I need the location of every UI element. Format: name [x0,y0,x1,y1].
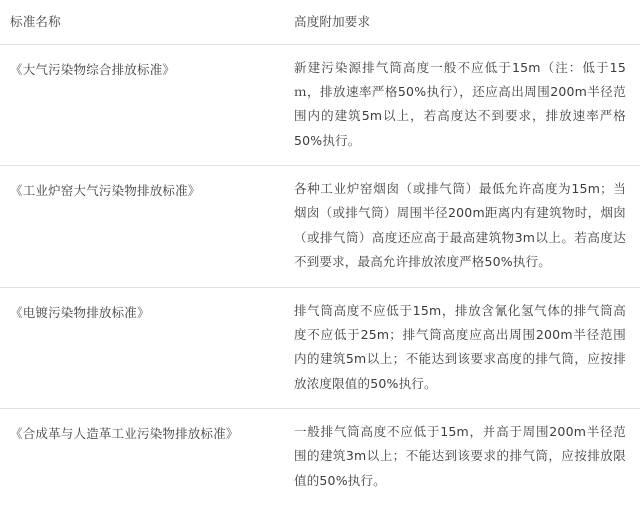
height-requirement-text: 各种工业炉窑烟囱（或排气筒）最低允许高度为15m；当烟囱（或排气筒）周围半径200m距离内有建筑物时，烟囱（或排气筒）高度还应高于最高建筑物3m以上。若高度达不到要求，最高允许排放浓度严格50%执行。 [290,177,626,275]
table-row [0,287,640,409]
standard-name-text: 《电镀污染物排放标准》 [10,299,266,325]
table-row [0,409,640,505]
table-cell-height-requirement [280,166,640,288]
table-row [0,44,640,166]
column-header-standard-name-label: 标准名称 [10,14,61,29]
column-header-standard-name [0,0,280,44]
height-requirement-text: 一般排气筒高度不应低于15m，并高于周围200m半径范围的建筑3m以上；不能达到该要求的排气筒，应按排放限值的50%执行。 [290,420,626,493]
standard-name-text: 《大气污染物综合排放标准》 [10,56,266,82]
height-requirement-text: 排气筒高度不应低于15m，排放含氰化氢气体的排气筒高度不应低于25m；排气筒高度应高出周围200m半径范围内的建筑5m以上；不能达到该要求高度的排气筒，应按排放浓度限值的50%执行。 [290,299,626,397]
table-cell-standard-name [0,166,280,288]
table-cell-standard-name [0,287,280,409]
table-cell-height-requirement [280,409,640,505]
table-cell-height-requirement [280,287,640,409]
standard-name-text: 《工业炉窑大气污染物排放标准》 [10,177,266,203]
table-header-row [0,0,640,44]
height-requirement-text: 新建污染源排气筒高度一般不应低于15m（注：低于15ｍ，排放速率严格50%执行），还应高出周围200m半径范围内的建筑5m以上，若高度达不到要求，排放速率严格50%执行。 [290,56,626,154]
table-row [0,166,640,288]
table-cell-standard-name [0,44,280,166]
table-cell-standard-name [0,409,280,505]
column-header-height-requirement [280,0,640,44]
column-header-height-requirement-label: 高度附加要求 [294,14,370,29]
table-cell-height-requirement [280,44,640,166]
standard-name-text: 《合成革与人造革工业污染物排放标准》 [10,420,266,446]
